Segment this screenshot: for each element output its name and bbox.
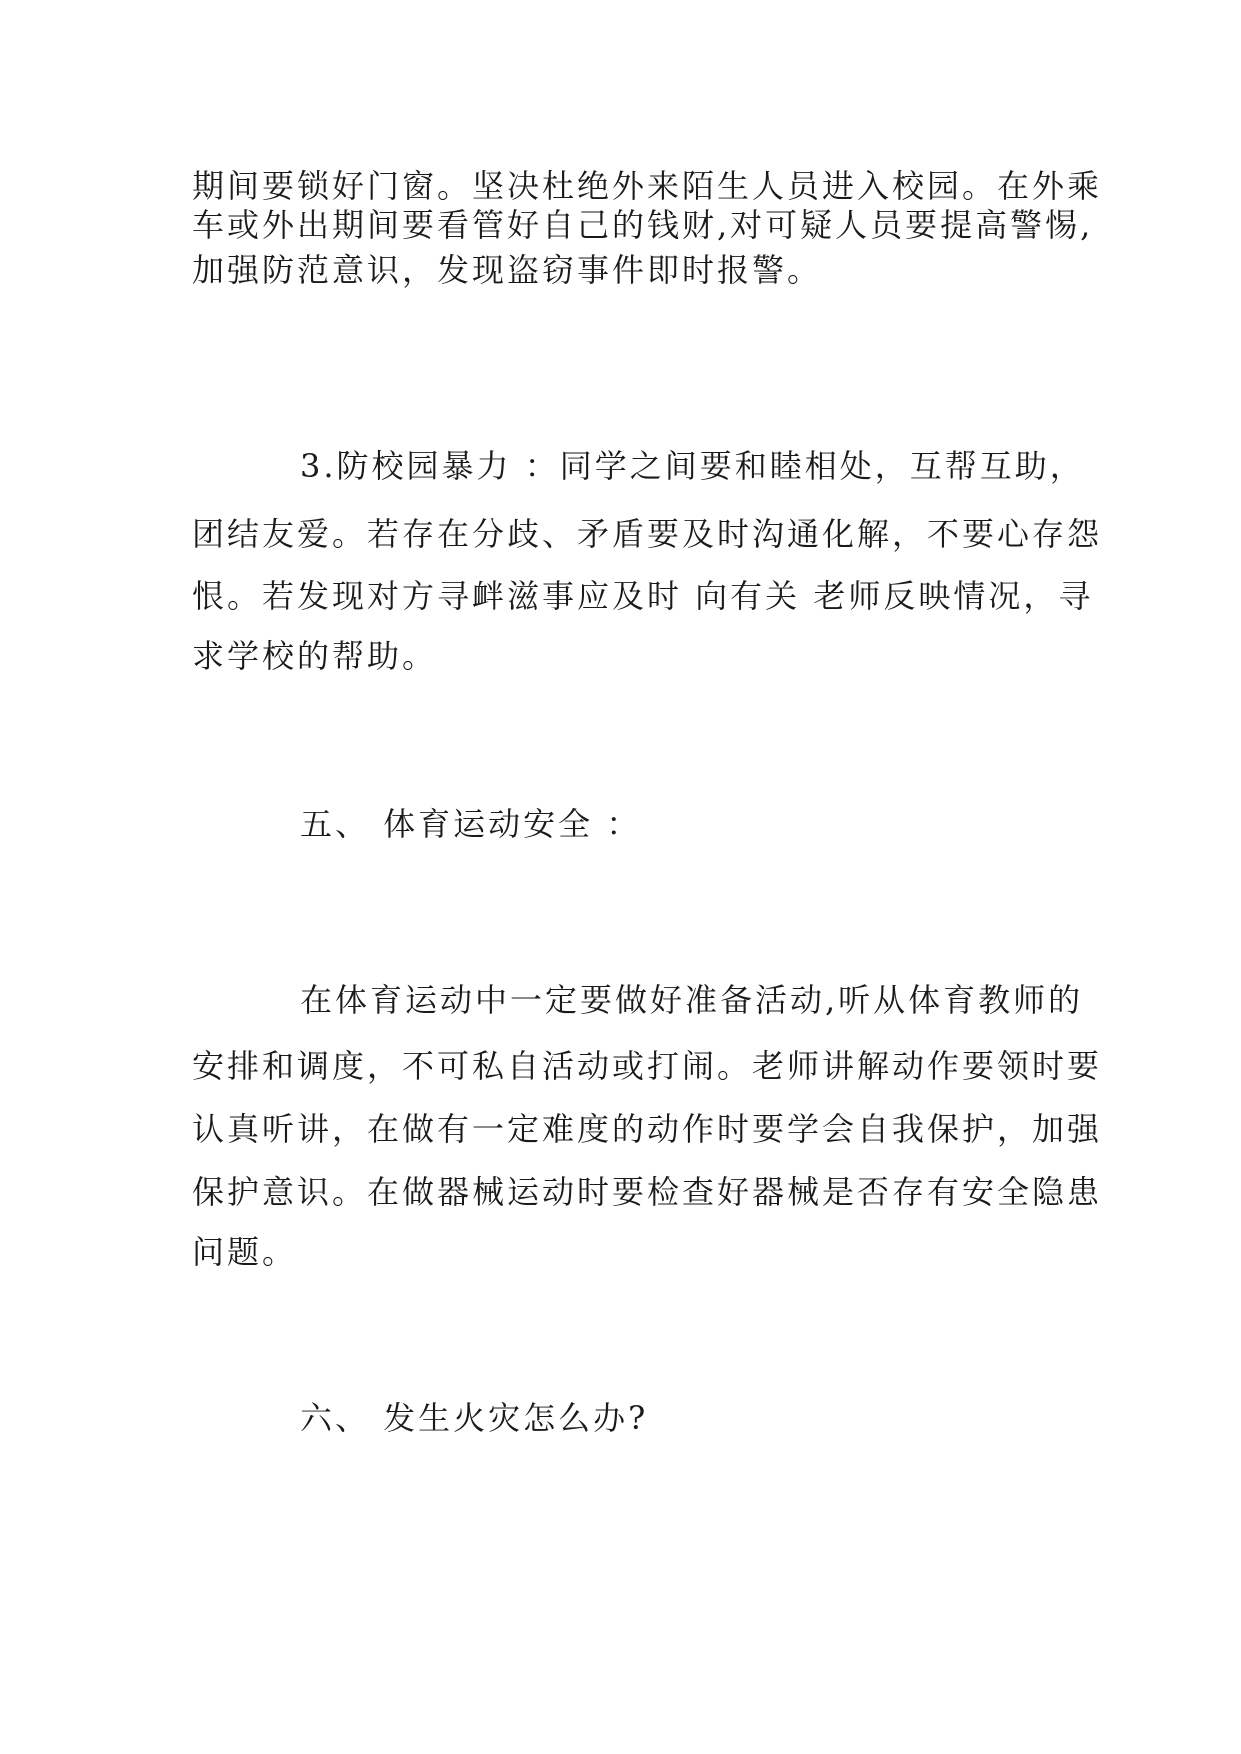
paragraph-3-line-1: 在体育运动中一定要做好准备活动,听从体育教师的 [300,981,1084,1019]
paragraph-3-line-3: 认真听讲，在做有一定难度的动作时要学会自我保护，加强 [192,1110,1103,1148]
paragraph-1-line-1: 期间要锁好门窗。坚决杜绝外来陌生人员进入校园。在外乘 [192,167,1103,205]
section-heading-5: 五、 体育运动安全 ： [300,805,642,843]
paragraph-2-line-3: 恨。若发现对方寻衅滋事应及时 向有关 老师反映情况，寻 [192,577,1094,615]
paragraph-3-line-4: 保护意识。在做器械运动时要检查好器械是否存有安全隐患 [192,1173,1103,1211]
paragraph-2-line-2: 团结友爱。若存在分歧、矛盾要及时沟通化解，不要心存怨 [192,515,1103,553]
paragraph-1-line-2: 车或外出期间要看管好自己的钱财,对可疑人员要提高警惕, [192,206,1094,244]
paragraph-2-line-1: 3.防校园暴力 ：同学之间要和睦相处，互帮互助， [300,447,1085,485]
paragraph-3-line-5: 问题。 [192,1233,298,1271]
paragraph-3-line-2: 安排和调度，不可私自活动或打闹。老师讲解动作要领时要 [192,1047,1103,1085]
section-heading-6: 六、 发生火灾怎么办? [300,1399,649,1437]
paragraph-2-line-4: 求学校的帮助。 [192,637,438,675]
paragraph-1-line-3: 加强防范意识，发现盗窃事件即时报警。 [192,251,823,289]
